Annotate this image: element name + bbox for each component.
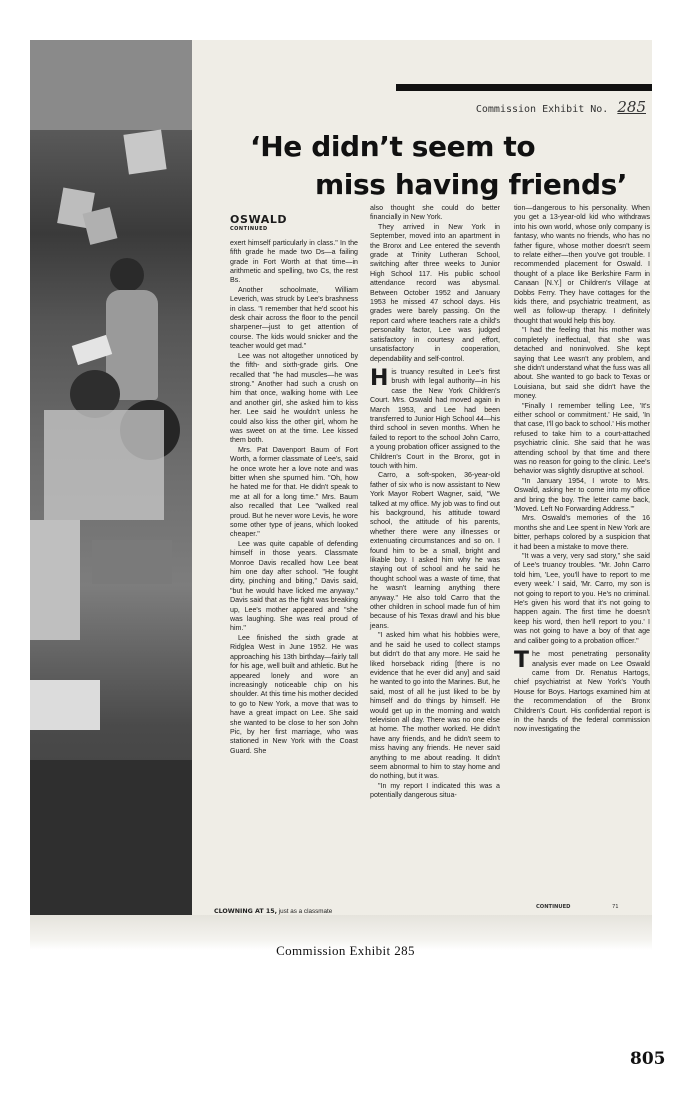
paragraph: Another schoolmate, William Leverich, was struck by Lee's brashness in class. "I remember that he'd scoot his desk chair across the floor to the pencil sharpener—just to get attention of course. The kids would snicker and the teacher would get mad." bbox=[230, 285, 358, 351]
photo-floor-shadow bbox=[30, 760, 192, 920]
dropcap-paragraph-text: he most penetrating personality analysis ever made on Lee Oswald came from Dr. Renatus Hartogs, chief psychiatrist at New York's Youth House for Boys. Hartogs examined him at the recommendation of the Bronx Children's Court. His confidential report is in the hands of the federal commission now investigating the bbox=[514, 650, 650, 734]
photo-student-sleeve bbox=[30, 520, 80, 640]
dropcap-paragraph bbox=[370, 365, 500, 471]
stamp-label: Commission Exhibit No. bbox=[475, 104, 609, 115]
paragraph: also thought she could do better financially in New York. bbox=[370, 204, 500, 222]
magazine-page-scan bbox=[30, 40, 652, 940]
magazine-page-number: 71 bbox=[612, 904, 619, 910]
paragraph: Mrs. Oswald's memories of the 16 months she and Lee spent in New York are bitter, perhaps colored by a suspicion that it had been a mistake to move there. bbox=[514, 514, 650, 551]
photo-desk bbox=[92, 540, 172, 584]
article-column-2 bbox=[370, 204, 500, 801]
paragraph: Lee finished the sixth grade at Ridglea West in June 1952. He was approaching his 13th birthday—fairly tall for his age, well built and athletic. But he appeared lonely and wore an increasingly noticeable chip on his shoulder. At this time his mother decided to go to New York, a move that was to have a great impact on Lee. She said she wanted to be close to her son John Pic, by her first marriage, who was stationed in New York with the Coast Guard. She bbox=[230, 633, 358, 755]
caption-text: just as a classmate bbox=[278, 908, 333, 915]
page-number: 805 bbox=[630, 1049, 666, 1069]
paragraph: tion—dangerous to his personality. When you get a 13-year-old kid who withdraws into his own world, whose only company is fantasy, who wants no friends, who has no father figure, whose mother doesn't seem to relate either—then you've got trouble. I recommended placement for Oswald. I thought of a place like Berkshire Farm in Canaan [N.Y.] or Children's Village at Dobbs Ferry. They have cottages for the kids there, and psychiatric treatment, as well as follow-up therapy. I definitely thought that would help this boy. bbox=[514, 204, 650, 325]
headline bbox=[220, 128, 652, 204]
photo-desk-paper bbox=[30, 680, 100, 730]
headline-line-2: miss having friends’ bbox=[315, 168, 628, 201]
photo-wall-area bbox=[30, 40, 192, 130]
paragraph: Lee was quite capable of defending himself in those years. Classmate Monroe Davis recalled how Lee beat him one day after school. "He fought dirty, pinching and biting," Davis said, "but he would have licked me anyway." Davis said that as the fight was breaking up, Lee's mother appeared and "she was laughing. She was real proud of him." bbox=[230, 539, 358, 633]
stamp-text bbox=[476, 98, 646, 116]
article-column-3 bbox=[514, 204, 650, 735]
exhibit-footer-title: Commission Exhibit 285 bbox=[276, 943, 415, 958]
photo-students-shirts bbox=[44, 410, 164, 520]
photo-student-head bbox=[110, 258, 144, 292]
caption-lead: CLOWNING AT 15, bbox=[214, 908, 277, 915]
paragraph: "In my report I indicated this was a potentially dangerous situa- bbox=[370, 781, 500, 800]
paragraph: Carro, a soft-spoken, 36-year-old father of six who is now assistant to New York Mayor Robert Wagner, said, "We talked at my office. My job was to find out his background, his attitude toward school, the attitude of his parents, whether there were any illnesses or extenuating circumstances and so on. I found him to be a small, bright and likable boy. I asked him why he was staying out of school and he said he thought school was a waste of time, that he wasn't learning anything there anyway." He also told Carro that the other children in school made fun of him because of his Texas drawl and his blue jeans. bbox=[370, 471, 500, 630]
kicker-title: OSWALD bbox=[230, 213, 288, 226]
kicker-subtitle: CONTINUED bbox=[230, 226, 268, 233]
drop-cap: H bbox=[370, 365, 389, 391]
continued-label: CONTINUED bbox=[536, 904, 571, 910]
article-column-1 bbox=[230, 215, 358, 756]
paragraph: "Finally I remember telling Lee, 'It's either school or commitment.' He said, 'In that case, I'll go back to school.' His mother refused to take him to a court-attached psychiatric clinic. She said that he was attending school by that time and there was no reason for going to the clinic. Lee's behavior was slightly disruptive at school. bbox=[514, 401, 650, 476]
paragraph: Mrs. Pat Davenport Baum of Fort Worth, a former classmate of Lee's, said he once wrote her a love note and was bitter when she spurned him. "Oh, how he hated me for that. He didn't speak to me at all for a long time." Mrs. Baum also recalled that Lee "walked real proud. But he never wore Levis, he wore some other type of jeans, which looked cheaper." bbox=[230, 445, 358, 539]
exhibit-stamp bbox=[396, 84, 652, 118]
paragraph: "It was a very, very sad story," she said of Lee's truancy troubles. "Mr. John Carro told him, 'Lee, you'll have to report to me every week.' I said, 'Mr. Carro, my son is not going to report to you. He's no criminal. He's given his word that it's not going to happen again. The first time he doesn't keep his word, then he'll report to you.' I was not going to have a boy of that age and caliber going to a probation officer." bbox=[514, 552, 650, 645]
stamp-number: 285 bbox=[617, 98, 646, 116]
paragraph: "I asked him what his hobbies were, and he said he used to collect stamps but didn't do that any more. He said he liked horseback riding [there is no evidence that he ever did any] and said he wanted to go into the Marines. But, he said, most of all he just liked to be by himself and do things by himself. He would get up in the morning and watch television all day. There was no one else at home. The mother worked. He didn't have any friends, and he didn't seem to miss having any friends. He never said anything to me about reading. It didn't seem abnormal to him to stay home and do nothing, but it was. bbox=[370, 631, 500, 781]
paragraph: Lee was not altogether unnoticed by the fifth- and sixth-grade girls. One recalled that "he had muscles—he was strong." Another had such a crush on him that once, walking home with Lee and another girl, she asked him to kiss her. Lee said he wouldn't unless he could also kiss the other girl, whom he was sweet on at the time. Lee kissed them both. bbox=[230, 351, 358, 445]
photo-paper-on-wall bbox=[123, 130, 166, 175]
headline-line-1: ‘He didn’t seem to bbox=[250, 130, 536, 163]
paragraph: exert himself particularly in class." In the fifth grade he made two Ds—a failing grade in Fort Worth at that time—in arithmetic and spelling, two Cs, the rest Bs. bbox=[230, 238, 358, 285]
stamp-bar bbox=[396, 84, 652, 91]
dropcap-paragraph-text: is truancy resulted in Lee's first brush with legal authority—in his case the New York Children's Court. Mrs. Oswald had moved again in March 1953, and Lee had been transferred to Junior High School 44—his third school in seven months. When he failed to report to the school John Carro, a young probation officer assigned to the Children's Court in the Bronx, got in touch with him. bbox=[370, 367, 500, 470]
classroom-photo bbox=[30, 40, 192, 920]
drop-cap: T bbox=[514, 648, 530, 674]
photo-paper-on-wall-3 bbox=[83, 207, 118, 245]
paragraph: "I had the feeling that his mother was completely ineffectual, that she was detached and noninvolved. She kept saying that Lee wasn't any problem, and she didn't understand what the fuss was all about. She wanted to go back to Texas or Louisiana, but said she didn't have the money. bbox=[514, 326, 650, 401]
paragraph: "In January 1954, I wrote to Mrs. Oswald, asking her to come into my office and bring the boy. The letter came back, 'Moved. Left No Forwarding Address.'" bbox=[514, 476, 650, 513]
dropcap-paragraph bbox=[514, 650, 650, 735]
paragraph: They arrived in New York in September, moved into an apartment in the Bronx and Lee entered the seventh grade at Trinity Lutheran School, switching after three weeks to Junior High School 117. His public school attendance record was abysmal. Between October 1952 and January 1953 he missed 47 school days. His grades were barely passing. On the report card where teachers rate a child's personality factor, Lee was judged satisfactory in courtesy and effort, unsatisfactory in cooperation, dependability and self-control. bbox=[370, 222, 500, 363]
